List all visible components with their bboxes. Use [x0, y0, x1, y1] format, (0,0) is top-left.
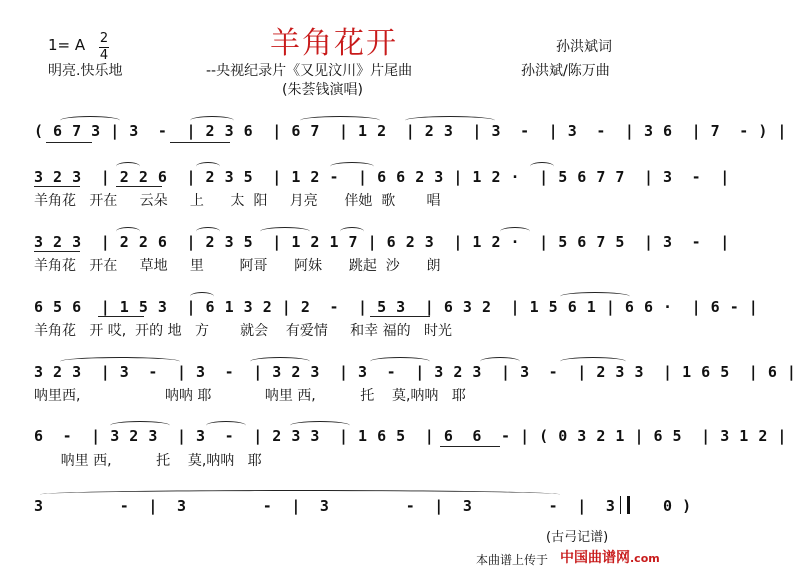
lyrics-line-3: 羊角花 开在 草地 里 阿哥 阿妹 跳起 沙 朗 — [34, 258, 441, 274]
meter-numerator: 2 — [99, 31, 109, 46]
subtitle: --央视纪录片《又见汶川》片尾曲 — [206, 63, 413, 79]
final-barline — [620, 496, 630, 514]
score-line-6: 6 - | 3 2 3 | 3 - | 2 3 3 | 1 6 5 | 6 6 - | ( 0 3 2 1 | 6 5 | 3 1 2 | — [34, 427, 787, 445]
score-line-2: 3 2 3 | 2 2 6 | 2 3 5 | 1 2 - | 6 6 2 3 | 1 2 · | 5 6 7 7 | 3 - | — [34, 168, 730, 186]
score-line-4: 6 5 6 | 1 5 3 | 6 1 3 2 | 2 - | 5 3 | 6 3 2 | 1 5 6 1 | 6 6 · | 6 - | — [34, 298, 759, 316]
time-signature — [99, 32, 109, 63]
score-line-1: ( 6 7 3 | 3 - | 2 3 6 | 6 7 | 1 2 | 2 3 | 3 - | 3 - | 3 6 | 7 - ) | — [34, 122, 787, 140]
tempo-marking: 明亮.快乐地 — [48, 63, 123, 79]
lyricist: 孙洪斌词 — [556, 39, 612, 55]
performer: (朱荟钱演唱) — [282, 82, 363, 98]
site-logo — [560, 547, 660, 567]
meter-denominator: 4 — [99, 48, 109, 63]
composer: 孙洪斌/陈万曲 — [521, 63, 610, 79]
score-line-5: 3 2 3 | 3 - | 3 - | 3 2 3 | 3 - | 3 2 3 | 3 - | 2 3 3 | 1 6 5 | 6 | — [34, 363, 796, 381]
lyrics-line-6: 呐里 西, 托 莫,呐呐 耶 — [34, 453, 262, 469]
site-logo-text: 中国曲谱网 — [560, 550, 630, 566]
lyrics-line-5: 呐里西, 呐呐 耶 呐里 西, 托 莫,呐呐 耶 — [34, 388, 466, 404]
lyrics-line-2: 羊角花 开在 云朵 上 太 阳 月亮 伴她 歌 唱 — [34, 193, 441, 209]
upload-note: 本曲谱上传于 — [476, 553, 549, 567]
transcriber: (古弓记谱) — [546, 530, 609, 545]
key-signature: 1= A — [48, 36, 86, 54]
score-line-3: 3 2 3 | 2 2 6 | 2 3 5 | 1 2 1 7 | 6 2 3 | 1 2 · | 5 6 7 5 | 3 - | — [34, 233, 730, 251]
song-title: 羊角花开 — [270, 26, 398, 61]
score-line-7: 3 - | 3 - | 3 - | 3 - | 3 0 ) — [34, 497, 692, 515]
site-logo-tld: .com — [630, 552, 660, 565]
lyrics-line-4: 羊角花 开 哎, 开的 地 方 就会 有爱情 和幸 福的 时光 — [34, 323, 452, 339]
